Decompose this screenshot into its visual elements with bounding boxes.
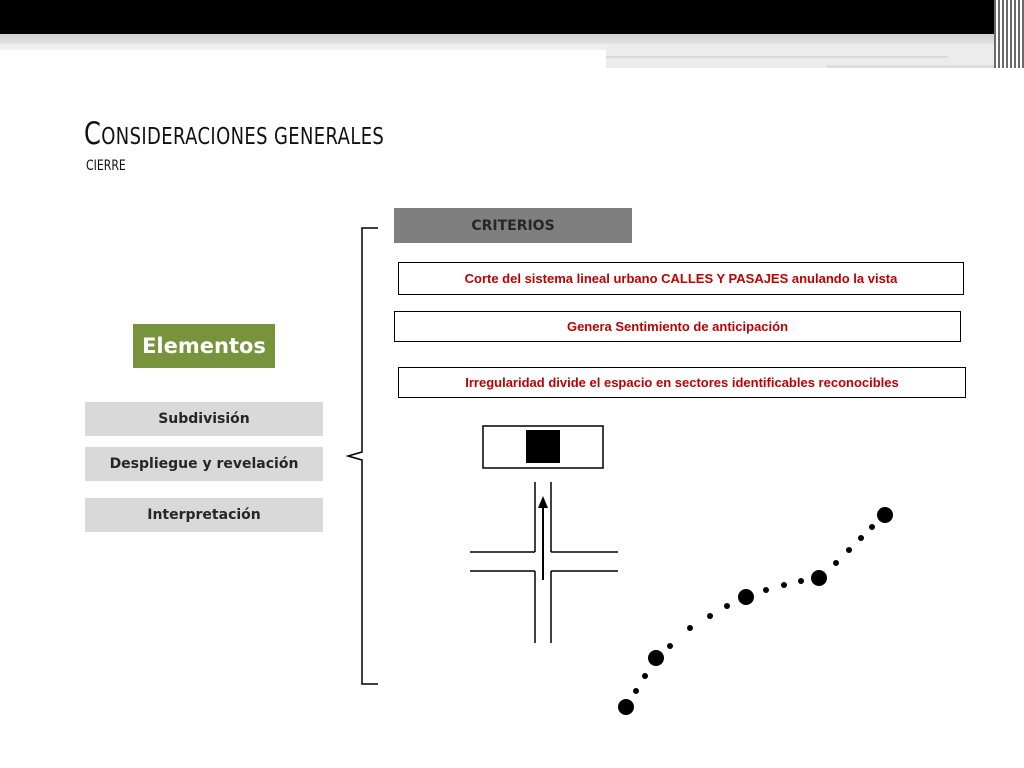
criterio-box-1: Corte del sistema lineal urbano CALLES Y PASAJES anulando la vista [398, 262, 964, 295]
page-title-initial: C [84, 116, 102, 152]
framed-square-icon [483, 426, 603, 468]
criterio-box-2: Genera Sentimiento de anticipación [394, 311, 961, 342]
element-item-interpretacion: Interpretación [85, 498, 323, 532]
curly-brace [348, 228, 378, 684]
elementos-label: Elementos [133, 324, 275, 368]
element-item-despliegue: Despliegue y revelación [85, 447, 323, 481]
element-item-subdivision: Subdivisión [85, 402, 323, 436]
dotted-path-icon [618, 507, 893, 715]
arrow-up-icon [538, 496, 548, 580]
page-title-rest: ONSIDERACIONES GENERALES [101, 124, 385, 150]
criterios-header: CRITERIOS [394, 208, 632, 243]
criterio-box-3: Irregularidad divide el espacio en sectores identificables reconocibles [398, 367, 966, 398]
page-subtitle: CIERRE [86, 158, 126, 174]
